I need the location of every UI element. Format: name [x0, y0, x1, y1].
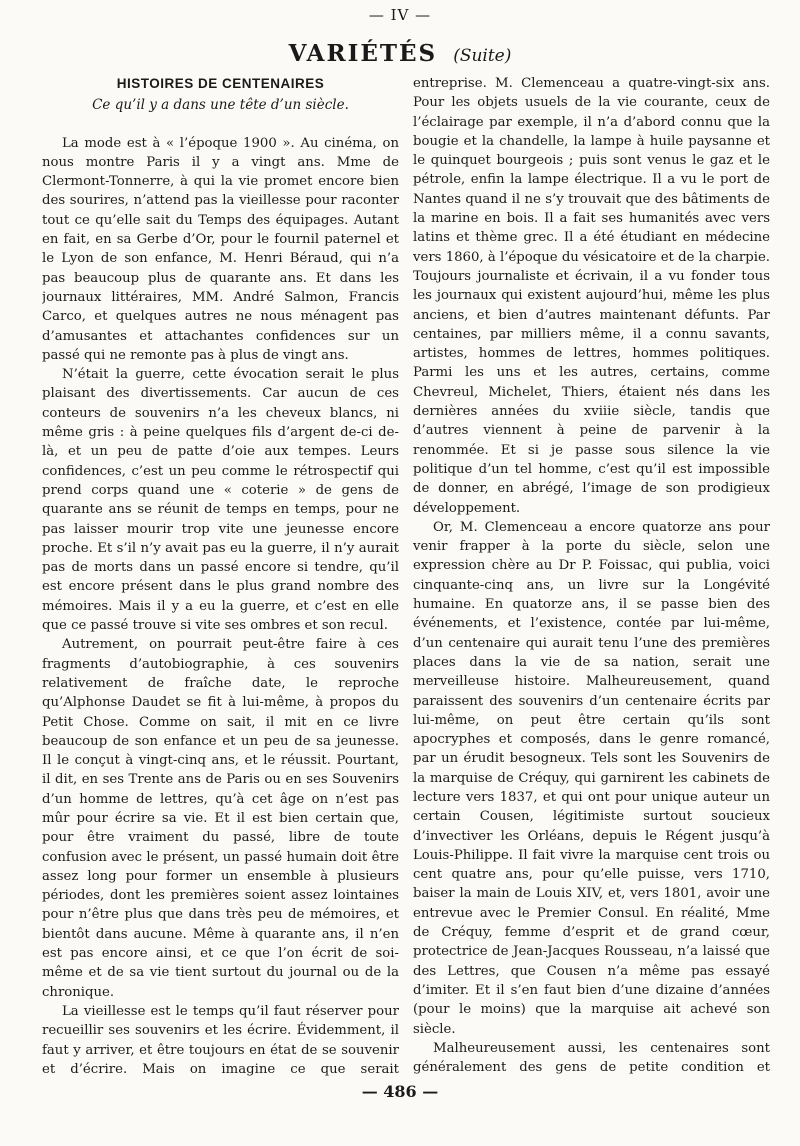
section-title-text: VARIÉTÉS	[288, 40, 438, 67]
paragraph: La vieillesse est le temps qu’il faut réserver pour recueillir ses souvenirs et les écrire. Évidemment, il faut y arriver, et être toujours en état de se souvenir et d’écrire. Mais on imagine ce que serait	[42, 1003, 399, 1077]
section-title-suffix: (Suite)	[453, 46, 512, 66]
paragraph: N’était la guerre, cette évocation serait le plus plaisant des divertissements. Car aucun de ces conteurs de souvenirs n’a les cheveux blancs, ni même gris : à peine quelques fils d’argent de-ci de-là, et un peu de patte d’oie aux tempes. Leurs confidences, c’est un peu comme le rétrospectif qui prend corps quand une « coterie » de gens de quarante ans se réunit de temps en temps, pour ne pas laisser mourir trop vite une jeunesse encore proche. Et s’il n’y avait pas eu la guerre, il n’y aurait pas de morts dans un passé encore si tendre, qu’il est encore présent dans le plus grand nombre des mémoires. Mais il y a eu la guerre, et c’est en elle que ce passé trouve si vite ses ombres et son recul.	[42, 367, 399, 634]
paragraph: Malheureusement aussi, les centenaires sont généralement des gens de petite condition et	[413, 1040, 770, 1076]
article-title: HISTOIRES DE CENTENAIRES	[116, 76, 325, 91]
left-column	[42, 74, 399, 1079]
page-number: — 486 —	[361, 1082, 439, 1101]
section-title	[0, 40, 800, 67]
article-subtitle: Ce qu’il y a dans une tête d’un siècle.	[92, 97, 349, 114]
paragraph: Autrement, on pourrait peut-être faire à ces fragments d’autobiographie, à ces souvenirs relativement de fraîche date, le reproche qu’Alphonse Daudet se fit à lui-même, à propos du Petit Chose. Comme on sait, il mit en ce livre beaucoup de son enfance et un peu de sa jeunesse. Il le conçut à vingt-cinq ans, et le réussit. Pourtant, il dit, en ses Trente ans de Paris ou en ses Souvenirs d’un homme de lettres, qu’à cet âge on n’est pas mûr pour écrire sa vie. Et il est bien certain que, pour être vraiment du passé, libre de toute confusion avec le présent, un passé humain doit être assez long pour former un ensemble à plusieurs périodes, dont les premières soient assez lointaines pour n’être plus que dans très peu de mémoires, et bientôt dans aucune. Même à quarante ans, il n’en est pas encore ainsi, et ce que l’on écrit de soi-même et de sa vie tient surtout du journal ou de la chronique.	[42, 637, 399, 1000]
page-roman-numeral: — IV —	[368, 6, 432, 24]
paragraph: Or, M. Clemenceau a encore quatorze ans pour venir frapper à la porte du siècle, selon une expression chère au Dr P. Foissac, qui publia, voici cinquante-cinq ans, un livre sur la Longévité humaine. En quatorze ans, il se passe bien des événements, et l’existence, contée par lui-même, d’un centenaire qui aurait tenu l’une des premières places dans la vie de sa nation, serait une merveilleuse histoire. Malheureusement, quand paraissent des souvenirs d’un centenaire écrits par lui-même, on peut être certain qu’ils sont apocryphes et composés, dans le genre romancé, par un érudit besogneux. Tels sont les Souvenirs de la marquise de Créquy, qui garnirent les cabinets de lecture vers 1837, et qui ont pour unique auteur un certain Cousen, légitimiste surtout soucieux d’invectiver les Orléans, depuis le Régent jusqu’à Louis-Philippe. Il fait vivre la marquise cent trois ou cent quatre ans, pour qu’elle puisse, vers 1710, baiser la main de Louis XIV, et, vers 1801, avoir une entrevue avec le Premier Consul. En réalité, Mme de Créquy, femme d’esprit et de grand cœur, protectrice de Jean-Jacques Rousseau, n’a laissé que des Lettres, que Cousen n’a même pas essayé d’imiter. Et il s’en faut bien d’une dizaine d’années (pour le moins) que la marquise ait achevé son siècle.	[413, 519, 770, 1037]
paragraph-continued: entreprise. M. Clemenceau a quatre-vingt-six ans. Pour les objets usuels de la vie courante, ceux de l’éclairage par exemple, il n’a d’abord connu que la bougie et la chandelle, la lampe à huile paysanne et le quinquet bourgeois ; puis sont venus le gaz et le pétrole, enfin la lampe électrique. Il a vu le port de Nantes quand il ne s’y trouvait que des bâtiments de la marine en bois. Il a fait ses humanités avec vers latins et thème grec. Il a été étudiant en médecine vers 1860, à l’époque du vésicatoire et de la charpie. Toujours journaliste et écrivain, il a vu fonder tous les journaux qui existent aujourd’hui, même les plus anciens, et bien d’autres maintenant défunts. Par centaines, par milliers même, il a connu savants, artistes, hommes de lettres, hommes politiques. Parmi les uns et les autres, certains, comme Chevreul, Michelet, Thiers, étaient nés dans les dernières années du xviiie siècle, tandis que d’autres viennent à peine de parvenir à la renommée. Et si je passe sous silence la vie politique d’un tel homme, c’est qu’il est impossible de donner, en abrégé, l’image de son prodigieux développement.	[413, 76, 770, 516]
paragraph: La mode est à « l’époque 1900 ». Au cinéma, on nous montre Paris il y a vingt ans. Mme de Clermont-Tonnerre, à qui la vie promet encore bien des sourires, n’attend pas la vieillesse pour raconter tout ce qu’elle sait du Temps des équipages. Autant en fait, en sa Gerbe d’Or, pour le fournil paternel et le Lyon de son enfance, M. Henri Béraud, qui n’a pas beaucoup plus de quarante ans. Et dans les journaux littéraires, MM. André Salmon, Francis Carco, et quelques autres ne nous ménagent pas d’amusantes et attachantes confidences sur un passé qui ne remonte pas à plus de vingt ans.	[42, 135, 399, 363]
right-column	[413, 74, 770, 1079]
